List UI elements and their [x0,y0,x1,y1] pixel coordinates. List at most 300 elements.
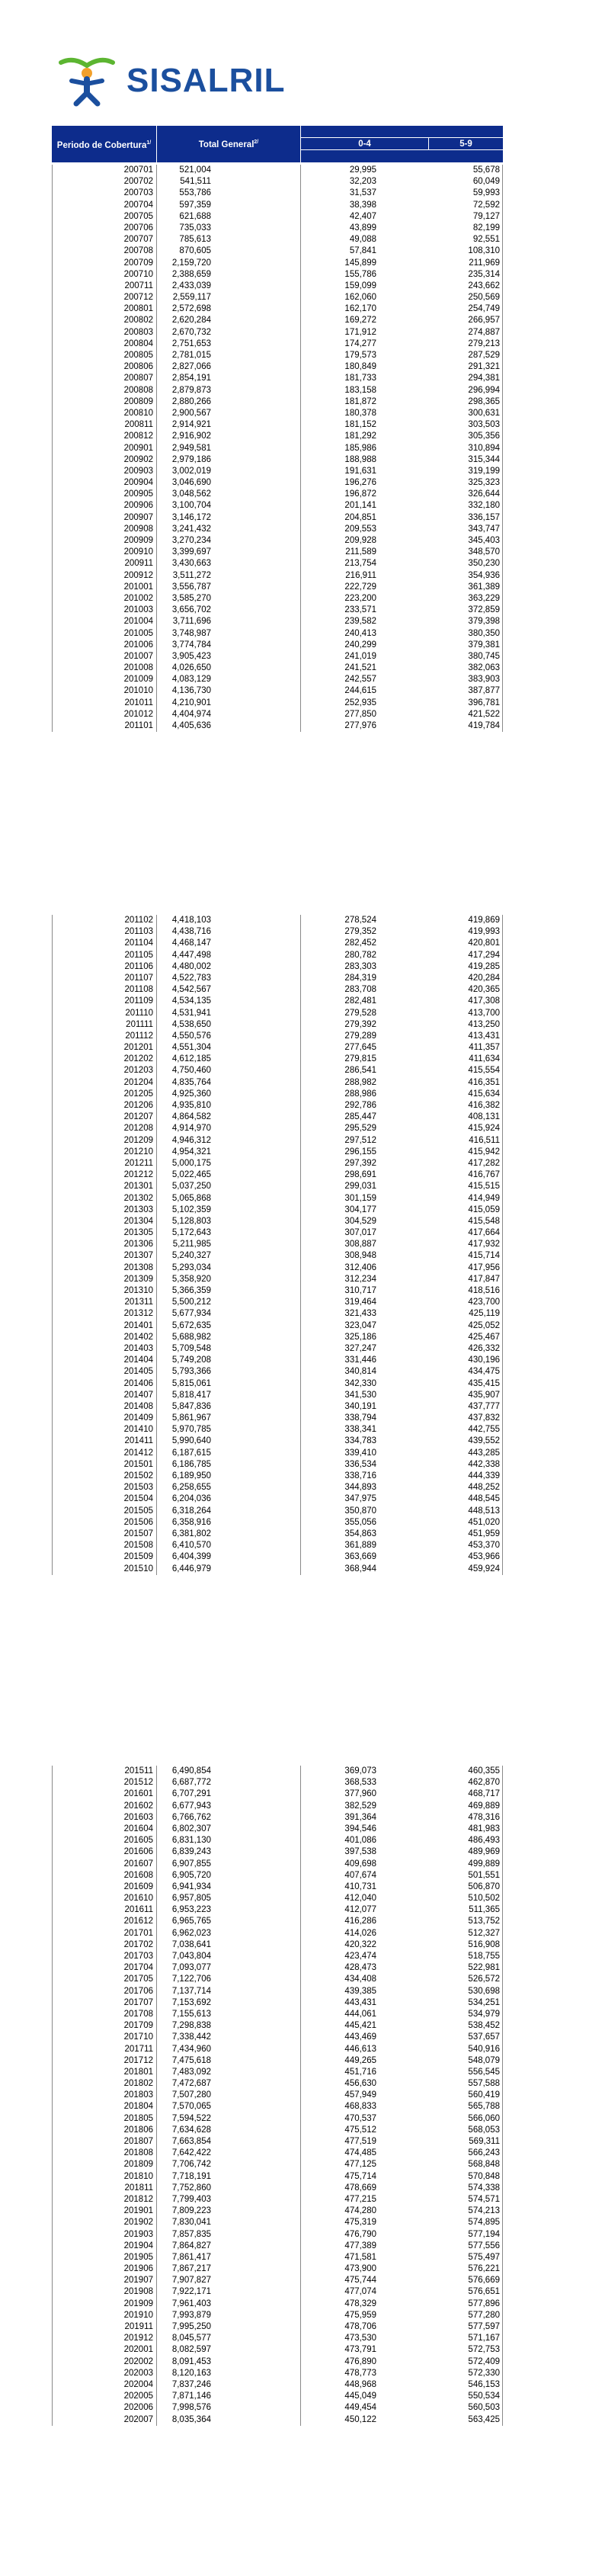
table-row [52,2044,503,2055]
table-row [52,535,503,547]
period-cell: 200806 [123,362,153,372]
total-cell: 7,857,835 [171,2229,211,2239]
age-5-9-cell: 413,431 [468,1031,500,1041]
age-0-4-cell: 295,529 [344,1124,376,1134]
age-0-4-cell: 340,814 [344,1367,376,1377]
total-cell: 2,900,567 [171,408,211,418]
age-5-9-cell: 451,959 [468,1529,500,1538]
table-row [52,2020,503,2032]
period-cell: 201401 [123,1320,153,1330]
age-0-4-cell: 394,546 [344,1824,376,1833]
total-cell: 4,418,103 [171,916,211,925]
table-row [52,996,503,1007]
period-cell: 201111 [126,1019,153,1029]
age-5-9-cell: 437,777 [468,1401,500,1411]
age-0-4-cell: 32,203 [349,177,376,187]
age-5-9-cell: 417,294 [468,950,500,960]
table-row [52,616,503,627]
period-cell: 200902 [123,454,153,464]
total-cell: 7,043,804 [171,1952,211,1961]
total-cell: 3,048,562 [171,489,211,499]
sisalril-logo [56,55,308,108]
total-cell: 5,709,548 [171,1343,211,1353]
total-cell: 7,663,854 [171,2137,211,2146]
table-row [52,408,503,419]
age-0-4-cell: 174,277 [344,338,376,348]
table-row [52,1401,503,1413]
period-cell: 202002 [123,2356,153,2366]
age-0-4-cell: 443,431 [344,1997,376,2007]
period-cell: 201101 [124,721,153,730]
age-0-4-cell: 284,319 [344,973,376,983]
table-row [52,950,503,961]
period-cell: 201403 [123,1343,153,1353]
total-cell: 521,004 [179,165,211,175]
period-cell: 201008 [123,663,153,673]
age-0-4-cell: 159,099 [344,281,376,290]
table-row [52,1112,503,1123]
period-cell: 201112 [125,1031,153,1041]
table-row [52,547,503,558]
table-row [52,1135,503,1147]
age-5-9-cell: 460,355 [468,1766,500,1776]
table-row [52,2299,503,2310]
total-cell: 6,490,854 [171,1766,211,1776]
total-cell: 3,100,704 [171,501,211,511]
period-cell: 201107 [124,973,153,983]
table-row [52,223,503,234]
age-0-4-cell: 354,863 [344,1529,376,1538]
age-0-4-cell: 283,708 [344,985,376,995]
total-cell: 3,774,784 [171,640,211,650]
table-row [52,1390,503,1401]
age-5-9-cell: 380,350 [468,628,500,638]
age-0-4-cell: 327,247 [344,1343,376,1353]
age-5-9-cell: 574,213 [468,2206,500,2216]
table-row [52,431,503,442]
age-5-9-cell: 435,907 [468,1390,500,1400]
table-row [52,2205,503,2217]
period-cell: 201812 [123,2194,153,2204]
age-0-4-cell: 185,986 [344,443,376,453]
table-row [52,2078,503,2090]
total-cell: 2,388,659 [171,269,211,279]
age-5-9-cell: 274,887 [468,327,500,337]
total-cell: 2,827,066 [171,362,211,372]
table-row [52,1974,503,1985]
table-row [52,558,503,569]
age-0-4-cell: 478,329 [344,2299,376,2308]
period-cell: 201109 [124,996,153,1006]
table-row [52,582,503,593]
table-row [52,1529,503,1540]
period-cell: 201306 [123,1240,153,1250]
age-5-9-cell: 537,657 [468,2032,500,2042]
age-5-9-cell: 243,662 [468,281,500,290]
age-5-9-cell: 416,351 [468,1077,500,1087]
age-5-9-cell: 478,316 [468,1812,500,1822]
table-row [52,1216,503,1227]
age-0-4-cell: 363,669 [344,1552,376,1562]
age-0-4-cell: 201,141 [344,501,376,511]
age-5-9-cell: 550,534 [468,2392,500,2401]
age-0-4-cell: 319,464 [344,1298,376,1307]
age-5-9-cell: 566,243 [468,2148,500,2158]
table-row [52,2321,503,2333]
age-5-9-cell: 448,545 [468,1494,500,1504]
period-cell: 201903 [123,2229,153,2239]
age-5-9-cell: 415,924 [468,1124,500,1134]
age-5-9-cell: 415,714 [468,1251,500,1261]
table-row [52,1997,503,2009]
age-0-4-cell: 188,988 [344,454,376,464]
age-0-4-cell: 308,948 [344,1251,376,1261]
age-5-9-cell: 442,755 [468,1425,500,1435]
table-row [52,234,503,245]
age-0-4-cell: 368,944 [344,1564,376,1574]
period-cell: 201804 [123,2102,153,2112]
age-5-9-cell: 569,311 [469,2137,500,2146]
table-row [52,984,503,996]
total-cell: 6,318,264 [171,1506,211,1516]
total-cell: 4,864,582 [171,1112,211,1122]
total-cell: 6,687,772 [171,1778,211,1788]
age-0-4-cell: 181,152 [344,420,376,430]
total-cell: 3,585,270 [171,593,211,603]
period-cell: 201805 [123,2113,153,2123]
table-row [52,1193,503,1205]
age-5-9-cell: 287,529 [468,351,500,360]
age-0-4-cell: 180,378 [344,408,376,418]
total-cell: 5,749,208 [171,1355,211,1365]
table-row [52,1564,503,1575]
age-0-4-cell: 179,573 [344,351,376,360]
age-5-9-cell: 462,870 [468,1778,500,1788]
total-cell: 4,404,974 [171,709,211,719]
total-cell: 3,241,432 [171,524,211,534]
age-0-4-cell: 449,454 [344,2403,376,2413]
table-row [52,938,503,949]
total-cell: 7,483,092 [171,2067,211,2077]
age-5-9-cell: 513,752 [468,1917,500,1926]
total-cell: 5,022,465 [171,1170,211,1180]
age-5-9-cell: 512,327 [468,1928,500,1938]
period-cell: 201301 [123,1182,153,1192]
period-cell: 201603 [123,1812,153,1822]
table-row [52,1482,503,1493]
age-5-9-cell: 420,365 [468,985,500,995]
total-cell: 2,880,266 [171,396,211,406]
header-total: Total General$^{2/}$ [157,126,301,162]
total-cell: 5,366,359 [171,1286,211,1295]
age-0-4-cell: 338,794 [344,1413,376,1423]
total-cell: 3,711,696 [172,617,211,627]
age-5-9-cell: 568,053 [468,2125,500,2135]
period-cell: 201411 [124,1436,153,1446]
period-cell: 201702 [123,1939,153,1949]
period-cell: 200909 [123,536,153,545]
age-0-4-cell: 477,389 [344,2241,376,2250]
period-cell: 201606 [123,1847,153,1857]
period-cell: 201510 [123,1564,153,1574]
age-5-9-cell: 383,903 [468,675,500,685]
age-0-4-cell: 180,849 [344,362,376,372]
table-row [52,640,503,651]
total-cell: 7,137,714 [171,1986,211,1996]
age-0-4-cell: 445,421 [344,2021,376,2031]
age-0-4-cell: 292,786 [344,1101,376,1110]
age-0-4-cell: 43,899 [349,223,376,233]
table-row [52,1551,503,1563]
period-cell: 200812 [123,431,153,441]
total-cell: 3,270,234 [171,536,211,545]
sisalril-figure-icon [56,55,117,108]
age-0-4-cell: 473,530 [344,2334,376,2343]
period-cell: 201503 [123,1483,153,1493]
total-cell: 8,082,597 [171,2345,211,2355]
table-row [52,1424,503,1436]
age-5-9-cell: 576,651 [468,2287,500,2297]
period-cell: 200905 [123,489,153,499]
age-0-4-cell: 446,613 [344,2044,376,2054]
age-5-9-cell: 348,570 [468,547,500,557]
period-cell: 200911 [124,559,153,569]
period-cell: 201204 [123,1077,153,1087]
age-5-9-cell: 416,767 [468,1170,500,1180]
period-cell: 201710 [123,2032,153,2042]
age-5-9-cell: 540,916 [468,2044,500,2054]
age-5-9-cell: 59,993 [472,188,500,198]
total-cell: 2,751,653 [171,338,211,348]
age-0-4-cell: 209,553 [344,524,376,534]
total-cell: 4,136,730 [171,686,211,696]
table-row [52,1951,503,1962]
total-cell: 7,634,628 [171,2125,211,2135]
age-5-9-cell: 576,669 [468,2276,500,2286]
age-5-9-cell: 560,419 [468,2090,500,2100]
age-5-9-cell: 526,572 [468,1975,500,1984]
period-cell: 201607 [123,1859,153,1869]
table-row [52,258,503,269]
age-0-4-cell: 240,299 [344,640,376,650]
age-0-4-cell: 279,289 [344,1031,376,1041]
age-5-9-cell: 501,551 [468,1870,500,1880]
period-cell: 200912 [123,570,153,580]
age-0-4-cell: 162,060 [344,293,376,303]
period-cell: 201203 [123,1066,153,1076]
age-5-9-cell: 305,356 [468,431,500,441]
period-cell: 201409 [123,1413,153,1423]
table-row [52,1297,503,1308]
period-cell: 201309 [123,1274,153,1284]
period-cell: 200808 [123,385,153,395]
age-0-4-cell: 239,582 [344,617,376,627]
period-cell: 202007 [123,2414,153,2424]
table-row [52,1031,503,1042]
total-cell: 4,538,650 [171,1019,211,1029]
age-5-9-cell: 577,556 [468,2241,500,2250]
total-cell: 6,358,916 [171,1517,211,1527]
total-cell: 597,359 [179,200,211,210]
brand-name: SISALRIL [126,62,286,99]
table-row [52,1089,503,1100]
age-0-4-cell: 57,841 [349,246,376,256]
total-cell: 7,570,065 [171,2102,211,2112]
period-cell: 201010 [123,686,153,696]
age-0-4-cell: 308,887 [344,1240,376,1250]
age-5-9-cell: 469,889 [468,1801,500,1811]
total-cell: 785,613 [179,235,211,245]
age-5-9-cell: 430,196 [468,1355,500,1365]
total-cell: 6,677,943 [171,1801,211,1811]
period-cell: 201011 [124,698,153,707]
age-0-4-cell: 475,959 [344,2310,376,2320]
total-cell: 3,656,702 [171,605,211,615]
table-row [52,303,503,315]
period-cell: 201506 [123,1517,153,1527]
table-row [52,1205,503,1216]
age-0-4-cell: 31,537 [349,188,376,198]
table-row [52,605,503,616]
age-0-4-cell: 288,986 [344,1089,376,1099]
age-5-9-cell: 235,314 [468,269,500,279]
table-row [52,443,503,454]
period-cell: 201611 [124,1905,153,1915]
age-0-4-cell: 361,889 [344,1541,376,1551]
table-row [52,2344,503,2356]
period-cell: 201310 [123,1286,153,1295]
age-0-4-cell: 183,158 [344,385,376,395]
table-row [52,1181,503,1192]
age-5-9-cell: 416,511 [469,1135,500,1145]
period-cell: 202003 [123,2368,153,2378]
period-cell: 201912 [123,2334,153,2343]
table-row [52,1285,503,1297]
age-5-9-cell: 415,059 [468,1205,500,1214]
age-0-4-cell: 222,729 [344,582,376,592]
total-cell: 7,153,692 [171,1997,211,2007]
period-cell: 200805 [123,351,153,360]
total-cell: 621,688 [179,211,211,221]
age-0-4-cell: 456,630 [344,2079,376,2089]
total-cell: 7,472,687 [171,2079,211,2089]
table-row [52,350,503,361]
table-row [52,1227,503,1239]
table-row [52,1100,503,1112]
age-0-4-cell: 181,292 [344,431,376,441]
table-row [52,292,503,303]
age-5-9-cell: 414,949 [468,1193,500,1203]
period-cell: 201410 [123,1425,153,1435]
age-5-9-cell: 361,389 [468,582,500,592]
period-cell: 201003 [123,605,153,615]
age-0-4-cell: 209,928 [344,536,376,545]
age-0-4-cell: 233,571 [344,605,376,615]
table-row [52,1801,503,1812]
age-0-4-cell: 444,061 [344,2009,376,2019]
total-cell: 870,605 [179,246,211,256]
age-0-4-cell: 475,319 [344,2218,376,2228]
age-0-4-cell: 279,528 [344,1008,376,1018]
age-0-4-cell: 412,077 [344,1905,376,1915]
period-cell: 200708 [123,246,153,256]
period-cell: 200809 [123,396,153,406]
age-5-9-cell: 60,049 [472,177,500,187]
total-cell: 7,338,442 [171,2032,211,2042]
table-row [52,245,503,257]
age-0-4-cell: 312,406 [344,1262,376,1272]
period-cell: 201305 [123,1228,153,1238]
period-cell: 200906 [123,501,153,511]
age-5-9-cell: 415,942 [468,1147,500,1156]
table-row [52,1540,503,1551]
age-5-9-cell: 413,700 [468,1008,500,1018]
period-cell: 201705 [123,1975,153,1984]
age-5-9-cell: 417,282 [468,1158,500,1168]
table-row [52,1459,503,1471]
age-5-9-cell: 434,475 [468,1367,500,1377]
age-5-9-cell: 417,847 [468,1274,500,1284]
header-period: Periodo de Cobertura$^{1/}$ [52,126,157,162]
age-0-4-cell: 338,716 [344,1471,376,1480]
period-cell: 201706 [123,1986,153,1996]
age-5-9-cell: 442,338 [468,1459,500,1469]
total-cell: 6,187,615 [171,1448,211,1458]
age-5-9-cell: 300,631 [468,408,500,418]
total-cell: 8,120,163 [171,2368,211,2378]
table-row [52,1077,503,1089]
age-0-4-cell: 477,125 [344,2160,376,2170]
period-cell: 201202 [123,1054,153,1064]
period-cell: 200709 [123,258,153,268]
age-5-9-cell: 572,409 [468,2356,500,2366]
period-cell: 201802 [123,2079,153,2089]
age-5-9-cell: 411,634 [469,1054,500,1064]
age-5-9-cell: 417,956 [468,1262,500,1272]
table-row [52,2275,503,2286]
total-cell: 4,468,147 [171,938,211,948]
period-cell: 201905 [123,2252,153,2262]
total-cell: 6,189,950 [171,1471,211,1480]
age-5-9-cell: 266,957 [468,316,500,326]
age-0-4-cell: 312,234 [344,1274,376,1284]
age-0-4-cell: 477,074 [344,2287,376,2297]
total-cell: 7,922,171 [171,2287,211,2297]
total-cell: 5,677,934 [171,1309,211,1319]
age-0-4-cell: 475,714 [344,2171,376,2181]
age-0-4-cell: 282,481 [344,996,376,1006]
table-row [52,1436,503,1447]
total-cell: 4,925,360 [171,1089,211,1099]
age-0-4-cell: 355,056 [344,1517,376,1527]
table-row [52,698,503,709]
age-0-4-cell: 304,177 [344,1205,376,1214]
table-row [52,1308,503,1320]
period-cell: 201206 [123,1101,153,1110]
age-0-4-cell: 478,773 [344,2368,376,2378]
total-cell: 7,507,280 [171,2090,211,2100]
age-5-9-cell: 425,119 [469,1309,500,1319]
age-0-4-cell: 296,155 [344,1147,376,1156]
period-cell: 201909 [123,2299,153,2308]
age-5-9-cell: 499,889 [468,1859,500,1869]
total-cell: 3,399,697 [171,547,211,557]
age-0-4-cell: 277,976 [344,721,376,730]
total-cell: 5,065,868 [171,1193,211,1203]
total-cell: 8,091,453 [171,2356,211,2366]
table-row [52,385,503,396]
age-5-9-cell: 319,199 [468,466,500,476]
